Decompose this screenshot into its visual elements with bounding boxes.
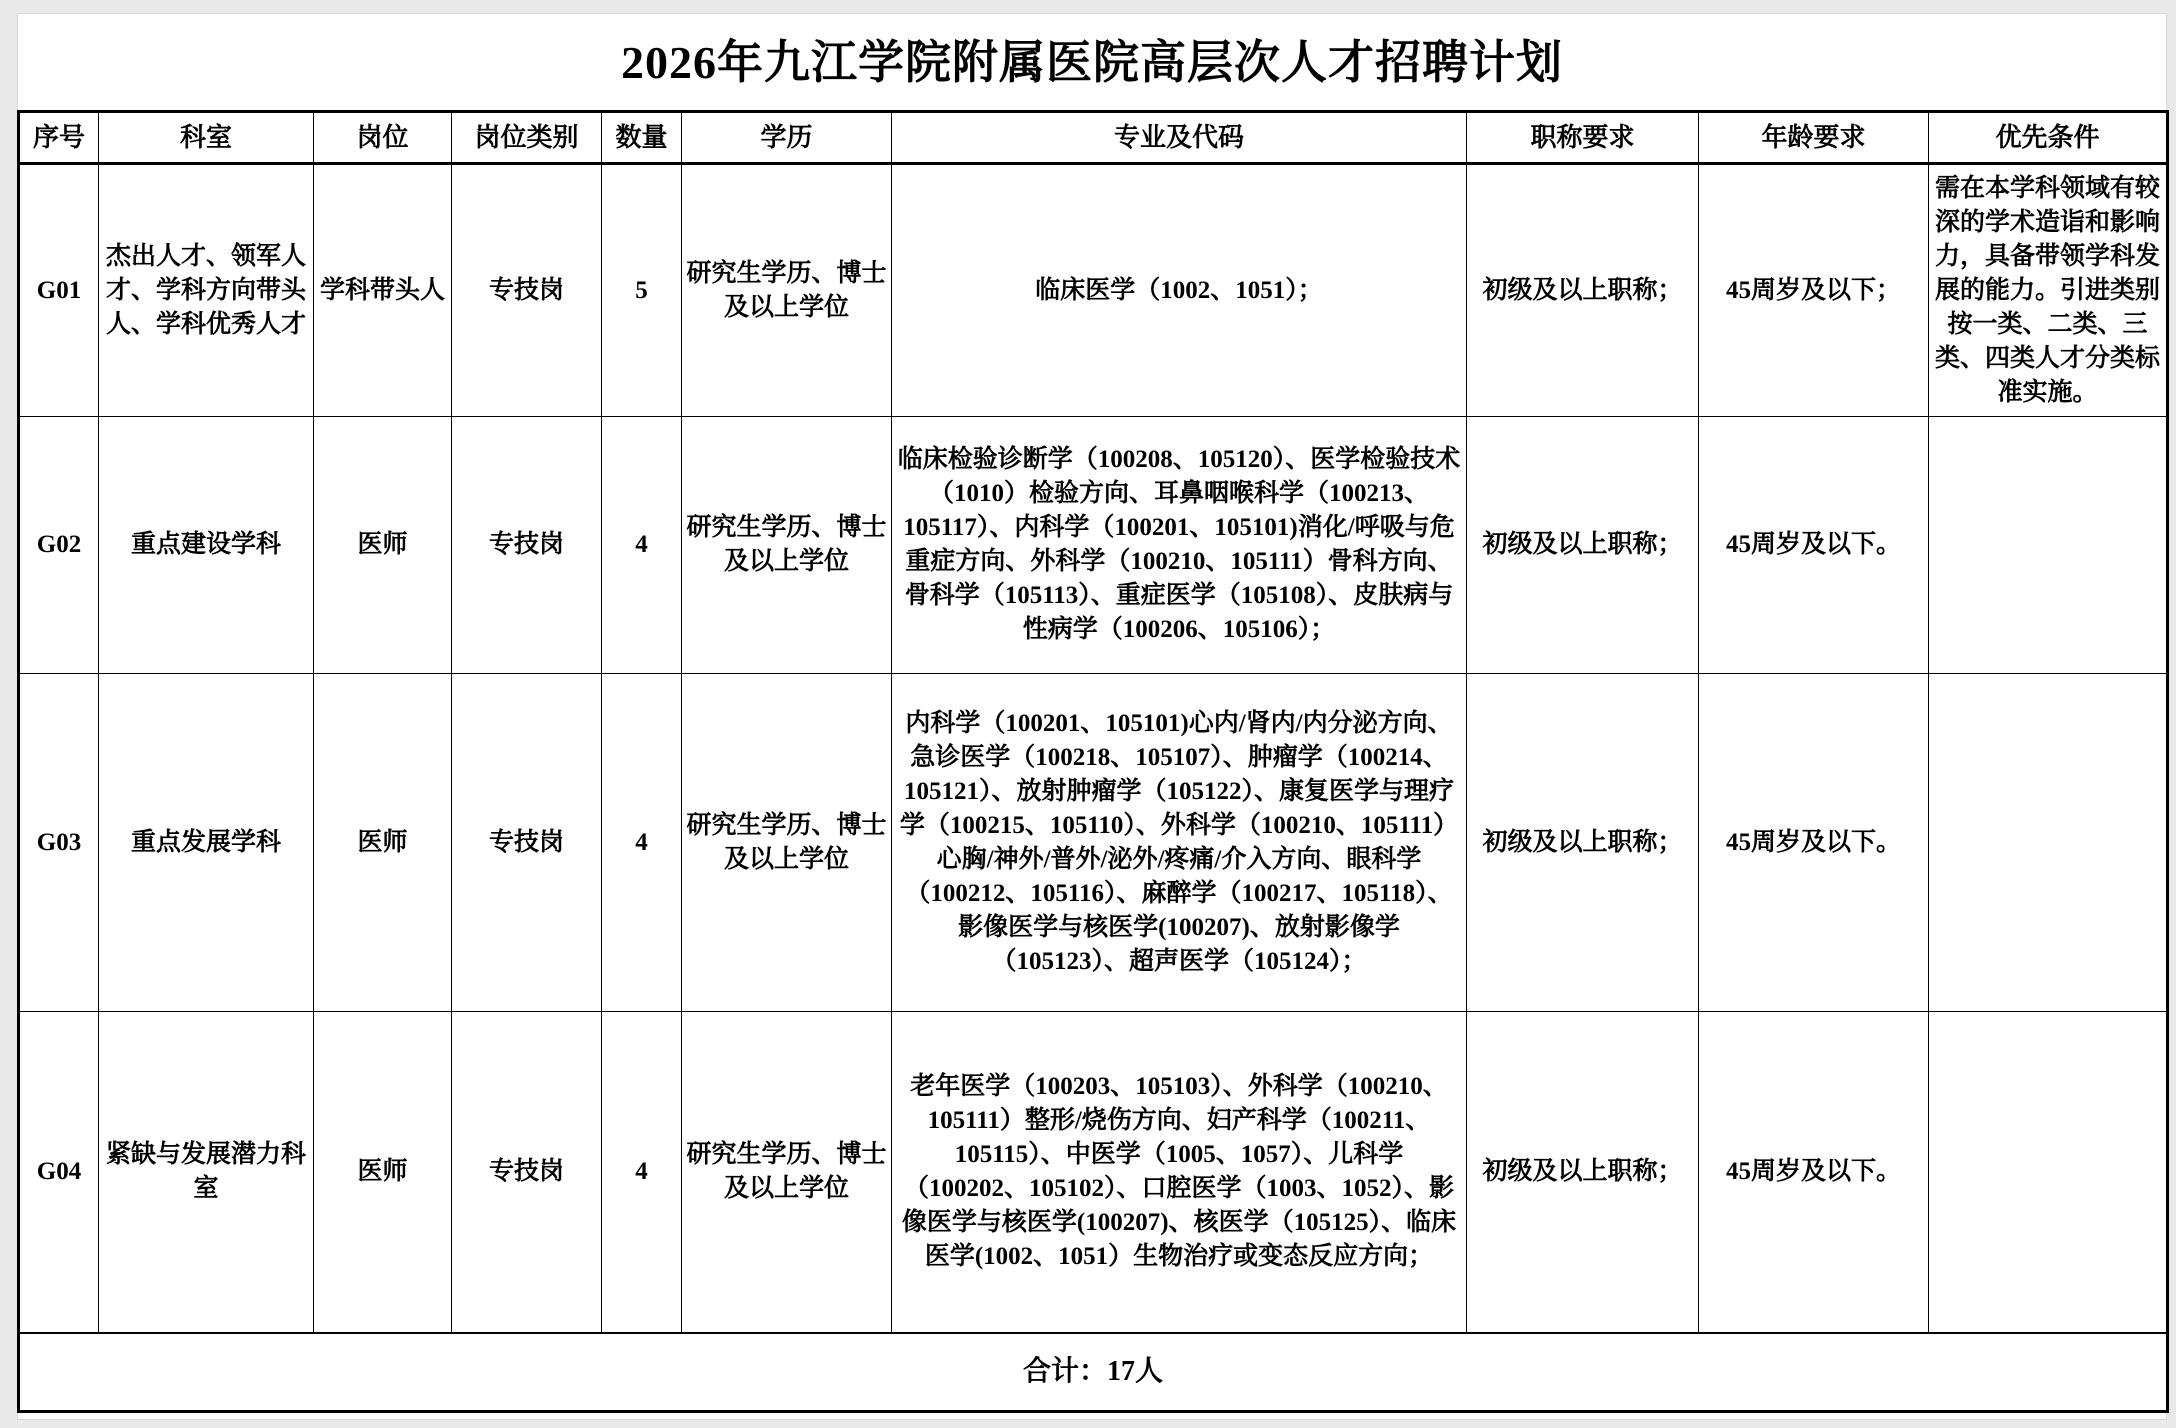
cell-g02-age-req: 45周岁及以下。 [1699, 417, 1929, 674]
cell-g04-education: 研究生学历、博士及以上学位 [682, 1012, 892, 1333]
page-title: 2026年九江学院附属医院高层次人才招聘计划 [621, 37, 1563, 88]
cell-g03-category: 专技岗 [452, 674, 602, 1012]
cell-g01-category: 专技岗 [452, 164, 602, 417]
cell-g03-position: 医师 [314, 674, 452, 1012]
total-row [19, 1333, 2168, 1412]
cell-g03-education: 研究生学历、博士及以上学位 [682, 674, 892, 1012]
cell-g01-count: 5 [602, 164, 682, 417]
column-header-position: 岗位 [314, 112, 452, 164]
cell-g01-age-req: 45周岁及以下； [1699, 164, 1929, 417]
cell-g02-priority [1929, 417, 2168, 674]
cell-g04-position: 医师 [314, 1012, 452, 1333]
cell-g02-position: 医师 [314, 417, 452, 674]
cell-g01-priority: 需在本学科领域有较深的学术造诣和影响力，具备带领学科发展的能力。引进类别按一类、二类、三类、四类人才分类标准实施。 [1929, 164, 2168, 417]
cell-g02-title-req: 初级及以上职称； [1467, 417, 1699, 674]
column-header-majors: 专业及代码 [892, 112, 1467, 164]
cell-g01-title-req: 初级及以上职称； [1467, 164, 1699, 417]
cell-g02-count: 4 [602, 417, 682, 674]
cell-g04-title-req: 初级及以上职称； [1467, 1012, 1699, 1333]
cell-g01-index: G01 [19, 164, 99, 417]
column-header-age-req: 年龄要求 [1699, 112, 1929, 164]
column-header-count: 数量 [602, 112, 682, 164]
cell-g04-majors: 老年医学（100203、105103）、外科学（100210、105111）整形/烧伤方向、妇产科学（100211、105115）、中医学（1005、1057）、儿科学（100202、105102）、口腔医学（1003、1052）、影像医学与核医学(100207)、核医学（105125）、临床医学(1002、1051）生物治疗或变态反应方向； [892, 1012, 1467, 1333]
cell-g04-category: 专技岗 [452, 1012, 602, 1333]
cell-g04-priority [1929, 1012, 2168, 1333]
cell-g03-majors: 内科学（100201、105101)心内/肾内/内分泌方向、急诊医学（100218、105107）、肿瘤学（100214、105121）、放射肿瘤学（105122）、康复医学与理疗学（100215、105110）、外科学（100210、105111）心胸/神外/普外/泌外/疼痛/介入方向、眼科学（100212、105116）、麻醉学（100217、105118）、影像医学与核医学(100207)、放射影像学（105123）、超声医学（105124）； [892, 674, 1467, 1012]
column-header-category: 岗位类别 [452, 112, 602, 164]
header-row [19, 112, 2168, 164]
cell-g02-department: 重点建设学科 [99, 417, 314, 674]
column-header-priority: 优先条件 [1929, 112, 2168, 164]
column-header-index: 序号 [19, 112, 99, 164]
cell-g03-age-req: 45周岁及以下。 [1699, 674, 1929, 1012]
cell-g04-index: G04 [19, 1012, 99, 1333]
cell-g04-department: 紧缺与发展潜力科室 [99, 1012, 314, 1333]
cell-g02-education: 研究生学历、博士及以上学位 [682, 417, 892, 674]
cell-g01-majors: 临床医学（1002、1051）； [892, 164, 1467, 417]
cell-g01-education: 研究生学历、博士及以上学位 [682, 164, 892, 417]
column-header-title-req: 职称要求 [1467, 112, 1699, 164]
cell-g01-department: 杰出人才、领军人才、学科方向带头人、学科优秀人才 [99, 164, 314, 417]
cell-g03-title-req: 初级及以上职称； [1467, 674, 1699, 1012]
cell-g03-index: G03 [19, 674, 99, 1012]
total-cell: 合计：17人 [19, 1333, 2168, 1412]
table-row-g01 [19, 164, 2168, 417]
table-row-g04 [19, 1012, 2168, 1333]
column-header-department: 科室 [99, 112, 314, 164]
cell-g02-index: G02 [19, 417, 99, 674]
column-header-education: 学历 [682, 112, 892, 164]
table-row-g03 [19, 674, 2168, 1012]
cell-g04-count: 4 [602, 1012, 682, 1333]
cell-g03-department: 重点发展学科 [99, 674, 314, 1012]
recruitment-table [17, 110, 2169, 1413]
cell-g01-position: 学科带头人 [314, 164, 452, 417]
cell-g03-count: 4 [602, 674, 682, 1012]
cell-g03-priority [1929, 674, 2168, 1012]
cell-g02-category: 专技岗 [452, 417, 602, 674]
cell-g04-age-req: 45周岁及以下。 [1699, 1012, 1929, 1333]
cell-g02-majors: 临床检验诊断学（100208、105120）、医学检验技术（1010）检验方向、耳鼻咽喉科学（100213、105117）、内科学（100201、105101)消化/呼吸与危重症方向、外科学（100210、105111）骨科方向、骨科学（105113）、重症医学（105108）、皮肤病与性病学（100206、105106）； [892, 417, 1467, 674]
table-row-g02 [19, 417, 2168, 674]
